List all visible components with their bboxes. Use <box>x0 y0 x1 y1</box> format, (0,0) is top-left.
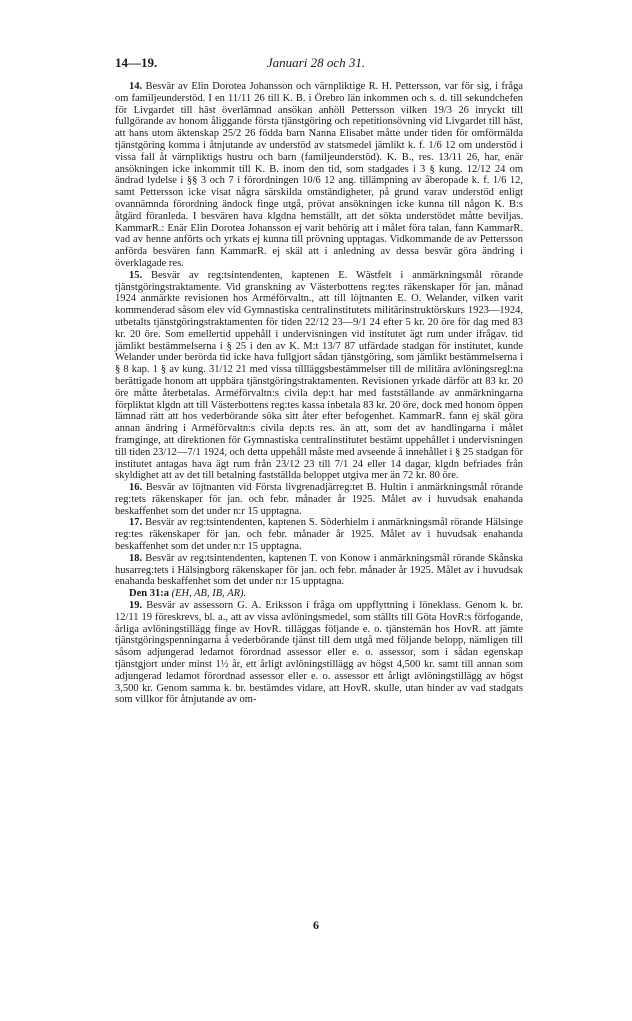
section-courts: (EH, AB, IB, AR). <box>171 588 247 600</box>
entry-number: 15. <box>129 269 143 281</box>
page-number: 6 <box>313 918 319 932</box>
entry-text: Besvär av reg:tsintendenten, kaptenen E. Wästfelt i anmärkningsmål rörande tjänstgöringstraktamente. Vid granskning av Västerbottens reg:tes räkenskaper för jan. månad 1924 anmärkte revisionen hos Arméförvaltn., att till löjtnanten E. O. Welander, vilken varit kommenderad såsom elev vid Gymnastiska centralinstitutets militärinstruktörskurs 1923—1924, utbetalts tjänstgöringstraktamenten för tiden 22/12 23—9/1 24 efter 5 kr. 20 öre för dag med 83 kr. 20 öre. Som emellertid uppehåll i undervisningen vid institutet ägt rum under ifrågav. tid jämlikt bestämmelserna i § 25 i den av K. M:t 13/7 87 utfärdade stadgan för institutet, kunde Welander under berörda tid icke hava fullgjort sådan tjänstgöring, som jämlikt bestämmelserna i § 8 kap. 1 § av kung. 31/12 21 med vissa tillläggsbestämmelser till de militära avlöningsregl:na berättigade honom att uppbära tjänstgöringstraktamenten. Revisionen yrkade därför att 83 kr. 20 öre måtte återbetalas. Arméförvaltn:s civila dep:t har med fastställande av anmärkningarna förpliktat klgdn att till Västerbottens reg:tes kassa inbetala 83 kr. 20 öre, dock med honom öppen lämnad rätt att hos vederbörande söka sitt åter efter befogenhet. KammarR. fann ej skäl göra annan ändring i Arméförvaltn:s civila dep:ts res. än att, som det av handlingarna i målet framginge, att direktionen för Gymnastiska centralinstitutet bestämt uppehållet i undervisningen till tiden 23/12—7/1 1924, och detta uppehåll måste med avseende å innehållet i § 25 stadgan för institutet antagas hava ägt rum från 23/12 23 till 7/1 24 eller 14 dagar, klgdn befriades från skyldighet att av det till betalning fastställda beloppet utgiva mer än 72 kr. 80 öre. <box>115 269 523 482</box>
entry-text: Besvär av reg:tsintendenten, kaptenen T. von Konow i anmärkningsmål rörande Skånska husarreg:tets i Hälsingborg räkenskaper för jan. och febr. månader år 1925. Målet av i huvudsak enahanda beskaffenhet som det under n:r 15 upptagna. <box>115 552 523 588</box>
entry-text: Besvär av reg:tsintendenten, kaptenen S. Söderhielm i anmärkningsmål rörande Hälsinge reg:tes räkenskaper för jan. och febr. månader år 1925. Målet av i huvudsak enahanda beskaffenhet som det under n:r 15 upptagna. <box>115 517 523 553</box>
entry-18 <box>115 553 523 588</box>
entry-19 <box>115 600 523 706</box>
entry-number: 17. <box>129 517 143 529</box>
entry-text: Besvär av assessorn G. A. Eriksson i fråga om uppflyttning i löneklass. Genom k. br. 12/11 19 föreskrevs, bl. a., att av vissa avlöningsmedel, som ställts till Göta HovR:s förfogande, årliga avlöningstillägg finge av HovR. tilläggas följande e. o. tjänstemän hos HovR. att jämte tjänstgöringspenningarna å vederbörande tjänst till dem utgå med följande belopp, nämligen till såsom adjungerad ledamot förordnad assessor eller e. o. assessor, som i sådan egenskap tjänstgjort under minst 1½ år, ett årligt avlöningstillägg av högst 4,500 kr. samt till annan som adjungerad ledamot förordnad assessor eller e. o. assessor ett årligt avlöningstillägg av högst 3,500 kr. Genom samma k. br. bestämdes vidare, att HovR. skulle, utan hinder av vad stadgats som villkor för åtnjutande av om- <box>115 600 524 706</box>
entry-16 <box>115 482 523 517</box>
case-range: 14—19. <box>115 55 158 70</box>
entry-text: Besvär av löjtnanten vid Första livgrenadjärreg:tet B. Hultin i anmärkningsmål rörande reg:tets räkenskaper för jan. och febr. månader år 1925. Målet av i huvudsak enahanda beskaffenhet som det under n:r 15 upptagna. <box>115 482 524 517</box>
entry-number: 14. <box>129 81 143 92</box>
section-heading <box>115 588 523 600</box>
entry-number: 18. <box>129 552 143 564</box>
section-title: Den 31:a <box>129 588 169 600</box>
entry-number: 19. <box>129 600 143 612</box>
entry-14 <box>115 81 523 270</box>
entry-15 <box>115 270 523 482</box>
entry-text: Besvär av Elin Dorotea Johansson och värnpliktige R. H. Pettersson, var för sig, i fråga om familjeunderstöd. I en 11/11 26 till K. B. i Örebro län inkommen och s. d. till sekundchefen för Livgardet till häst överlämnad ansökan anhöll Pettersson vilken 19/3 26 inryckt till fullgörande av honom åliggande första tjänstgöring och repetitionsövning vid Livgardet till häst, att hans utom äktenskap 25/2 26 födda barn Nanna Elisabet måtte under tiden för omförmälda tjänstgöring komma i åtnjutande av understöd av statsmedel jämlikt k. f. 1/6 12 om understöd i vissa fall åt värnpliktigs hustru och barn (familjeunderstöd). K. B., res. 13/11 26, har, enär ansökningen icke inkommit till K. B. inom den tid, som stadgades i 3 § kung. 12/12 24 om ändrad lydelse i §§ 3 och 7 i förordningen 10/6 12 ang. tillämpning av åberopade k. f. 1/6 12, samt Pettersson icke visat några särskilda omständigheter, på grund varav understöd enligt ovannämnda förordning ändock finge utgå, prövat ansökningen icke kunna till någon K. B:s åtgärd föranleda. I besvären hava klgdna hemställt, att det sökta understödet måtte beviljas. KammarR.: Enär Elin Dorotea Johansson ej varit behörig att i målet föra talan, fann KammarR. vad av henne anförts och yrkats ej kunna till prövning upptagas. Vidkommande de av Pettersson anförda besvären fann KammarR. ej skäl att i anledning av dessa besvär göra ändring i överklagade res. <box>115 81 523 269</box>
entry-number: 16. <box>129 482 143 494</box>
text-body <box>115 81 523 706</box>
running-header <box>115 55 517 75</box>
entry-17 <box>115 517 523 552</box>
header-date: Januari 28 och 31. <box>266 55 366 70</box>
